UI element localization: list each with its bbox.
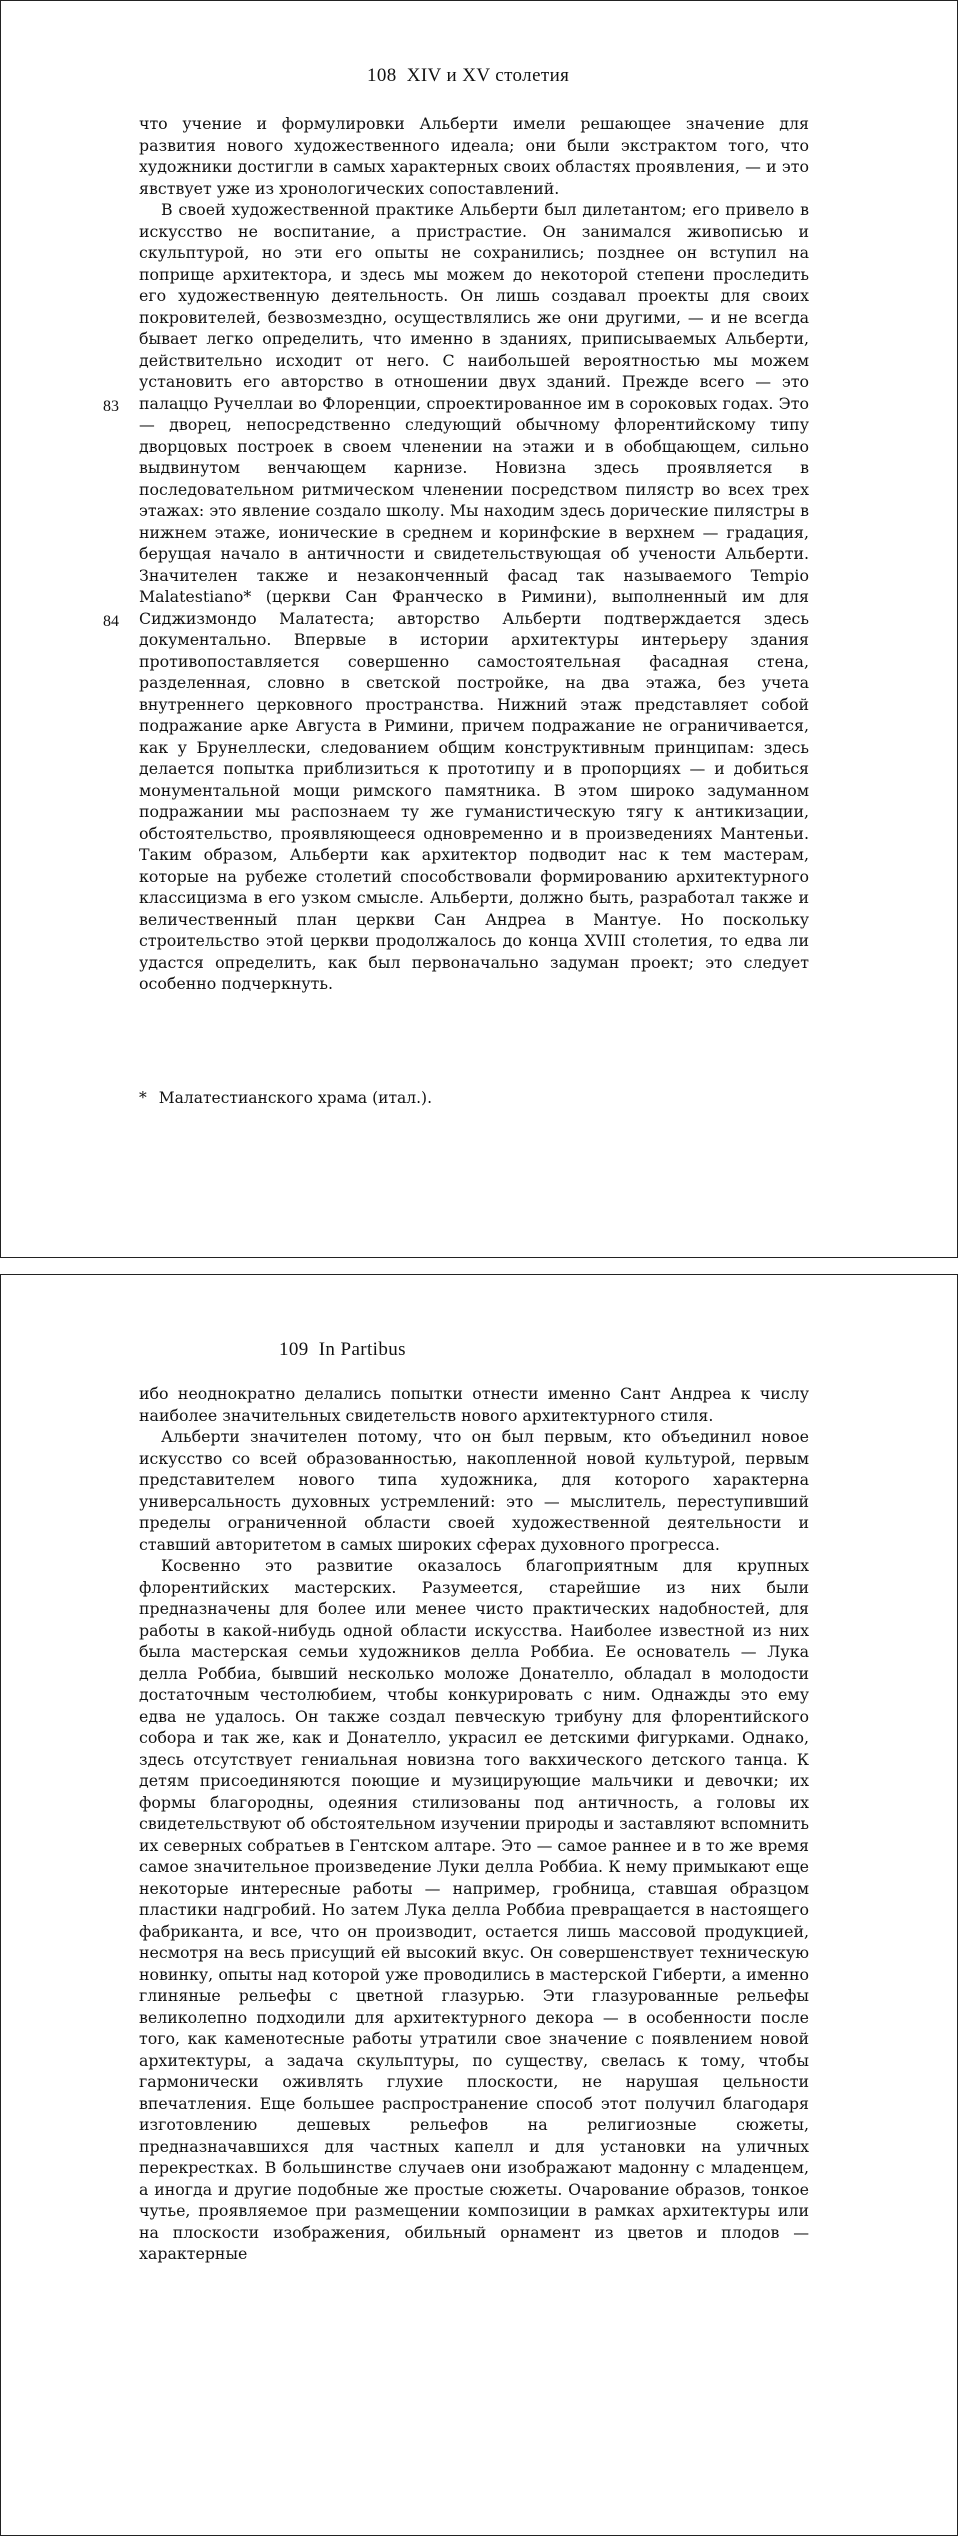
body-text — [139, 1383, 809, 2265]
page-108 — [0, 0, 958, 1258]
margin-note: 83 — [103, 398, 119, 415]
paragraph: Косвенно это развитие оказалось благоприятным для крупных флорентийских мастерских. Разумеется, старейшие из них были предназначены для более или менее чисто практических надобностей, для работы в какой-нибудь одной области искусства. Наиболее известной из них была мастерская семьи художников делла Роббиа. Ее основатель — Лука делла Роббиа, бывший несколько моложе Донателло, обладал в молодости достаточным честолюбием, чтобы конкурировать с ним. Однажды это ему едва не удалось. Он также создал певческую трибуну для флорентийского собора и так же, как и Донателло, украсил ее детскими фигурками. Однако, здесь отсутствует гениальная новизна того вакхического детского танца. К детям присоединяются поющие и музицирующие мальчики и девочки; их формы благородны, одеяния стилизованы под античность, а головы их свидетельствуют об обстоятельном изучении природы и заставляют вспомнить их северных собратьев в Гентском алтаре. Это — самое раннее и в то же время самое значительное произведение Луки делла Роббиа. К нему примыкают еще некоторые интересные работы — например, гробница, ставшая образцом пластики надгробий. Но затем Лука делла Роббиа превращается в настоящего фабриканта, и все, что он производит, остается лишь массовой продукцией, несмотря на весь присущий ей высокий вкус. Он совершенствует техническую новинку, опыты над которой уже проводились в мастерской Гиберти, а именно глиняные рельефы с цветной глазурью. Эти глазурованные рельефы великолепно подходили для архитектурного декора — в особенности после того, как каменотесные работы утратили свое значение с появлением новой архитектуры, а задача скульптуры, по существу, свелась к тому, чтобы гармонически оживлять глухие плоскости, не нарушая цельности впечатления. Еще большее распространение способ этот получил благодаря изготовлению дешевых рельефов на религиозные сюжеты, предназначавшихся для частных капелл и для установки на уличных перекрестках. В большинстве случаев они изображают мадонну с младенцем, а иногда и другие подобные же простые сюжеты. Очарование образов, тонкое чутье, проявляемое при размещении композиции в рамках архитектуры или на плоскости изображения, обильный орнамент из цветов и плодов — характерные — [139, 1556, 809, 2263]
footnote-text: Малатестианского храма (итал.). — [158, 1089, 433, 1107]
body-text — [139, 113, 809, 995]
footnote-mark: * — [139, 1089, 147, 1107]
running-title: In Partibus — [318, 1339, 406, 1360]
paragraph: Альберти значителен потому, что он был первым, кто объединил новое искусство со всей образованностью, накопленной новой культурой, первым представителем нового типа художника, для которого характерна универсальность духовных устремлений: это — мыслитель, переступивший пределы ограниченной области своей художественной деятельности и ставший авторитетом в самых широких сферах духовного прогресса. — [139, 1427, 809, 1554]
running-header — [367, 65, 569, 87]
page-number: 108 — [367, 65, 397, 86]
paragraph: что учение и формулировки Альберти имели решающее значение для развития нового художественного идеала; они были экстрактом того, что художники достигли в самых характерных своих областях проявления, — и это явствует уже из хронологических сопоставлений. — [139, 114, 809, 198]
page-number: 109 — [279, 1339, 309, 1360]
paragraph: ибо неоднократно делались попытки отнести именно Сант Андреа к числу наиболее значительных свидетельств нового архитектурного стиля. — [139, 1384, 809, 1425]
paragraph: В своей художественной практике Альберти был дилетантом; его привело в искусство не воспитание, а пристрастие. Он занимался живописью и скульптурой, но эти его опыты не сохранились; позднее он вступил на поприще архитектора, и здесь мы можем до некоторой степени проследить его художественную деятельность. Он лишь создавал проекты для своих покровителей, безвозмездно, осуществлялись же они другими, — и не всегда бывает легко определить, что именно в зданиях, приписываемых Альберти, действительно исходит от него. С наибольшей вероятностью мы можем установить его авторство в отношении двух зданий. Прежде всего — это палаццо Ручеллаи во Флоренции, спроектированное им в сороковых годах. Это — дворец, непосредственно следующий обычному флорентийскому типу дворцовых построек в своем членении на этажи и в обобщающем, сильно выдвинутом венчающем карнизе. Новизна здесь проявляется в последовательном ритмическом членении посредством пилястр во всех трех этажах: это явление создало школу. Мы находим здесь дорические пилястры в нижнем этаже, ионические в среднем и коринфские в верхнем — градация, берущая начало в античности и свидетельствующая об учености Альберти. Значителен также и незаконченный фасад так называемого Tempio Malatestiano* (церкви Сан Франческо в Римини), выполненный им для Сиджизмондо Малатеста; авторство Альберти подтверждается здесь документально. Впервые в истории архитектуры интерьеру здания противопоставляется совершенно самостоятельная фасадная стена, разделенная, словно в светской постройке, на два этажа, без учета внутреннего церковного пространства. Нижний этаж представляет собой подражание арке Августа в Римини, причем подражание не ограничивается, как у Брунеллески, следованием общим конструктивным принципам: здесь делается попытка приблизиться к прототипу и в пропорциях — и добиться монументальной мощи римского памятника. В этом широко задуманном подражании мы распознаем ту же гуманистическую тягу к антикизации, обстоятельство, проявляющееся одновременно и в произведениях Мантеньи. Таким образом, Альберти как архитектор подводит нас к тем мастерам, которые на рубеже столетий способствовали формированию архитектурного классицизма в его узком смысле. Альберти, должно быть, разработал также и величественный план церкви Сан Андреа в Мантуе. Но поскольку строительство этой церкви продолжалось до конца XVIII столетия, то едва ли удастся определить, как был первоначально задуман проект; это следует особенно подчеркнуть. — [139, 200, 809, 993]
running-title: XIV и XV столетия — [406, 65, 570, 86]
running-header — [279, 1339, 406, 1361]
margin-note: 84 — [103, 613, 119, 630]
page-109 — [0, 1274, 958, 2536]
footnote — [139, 1089, 432, 1107]
